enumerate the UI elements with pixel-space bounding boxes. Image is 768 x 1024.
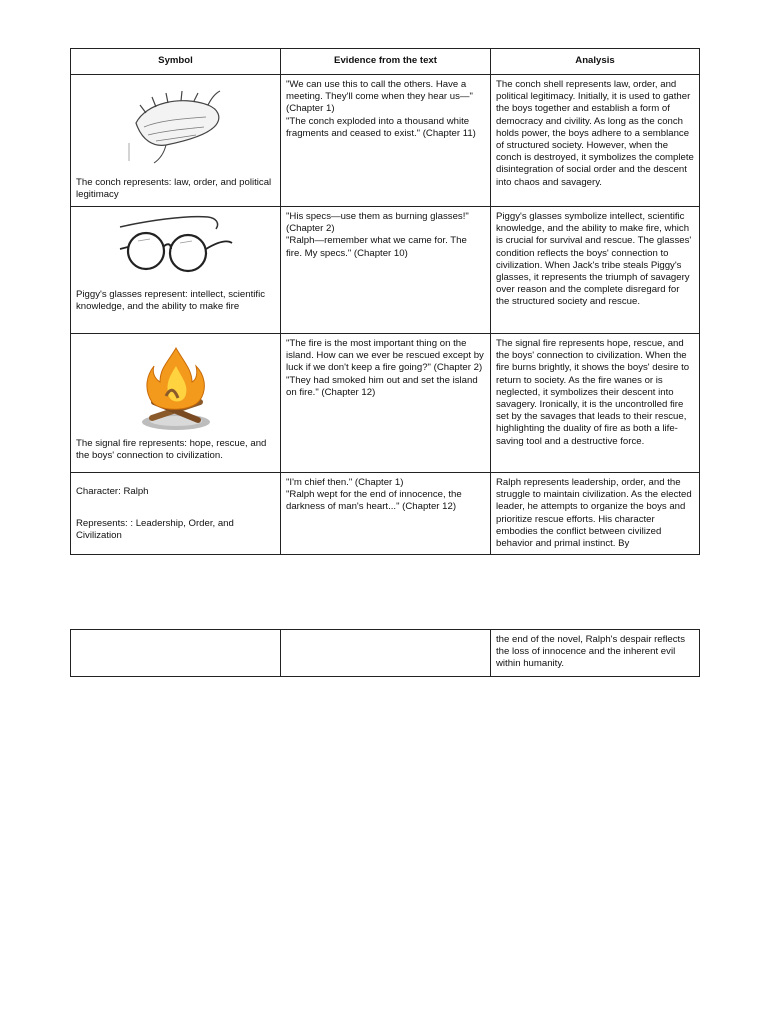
glasses-symbol-text: Piggy's glasses represent: intellect, scientific knowledge, and the ability to make fire — [76, 289, 265, 313]
continuation-symbol-cell — [71, 630, 281, 677]
table-row — [71, 630, 700, 677]
continuation-analysis-cell: the end of the novel, Ralph's despair reflects the loss of innocence and the inherent evil within humanity. — [491, 630, 700, 677]
symbol-cell-ralph — [71, 473, 281, 555]
evidence-cell-glasses — [281, 207, 491, 334]
continuation-table — [70, 629, 700, 677]
evidence-quote: "His specs—use them as burning glasses!" (Chapter 2) — [286, 211, 469, 235]
symbol-cell-glasses — [71, 207, 281, 334]
analysis-cell-ralph: Ralph represents leadership, order, and the struggle to maintain civilization. As the elected leader, he attempts to organize the boys and prioritize rescue efforts. His character embodies the conflict between civilized behavior and primal instinct. By — [491, 473, 700, 555]
analysis-cell-glasses: Piggy's glasses symbolize intellect, scientific knowledge, and the ability to make fire, which is crucial for survival and rescue. The glasses' condition reflects the boys' connection to civilization. When Jack's tribe steals Piggy's glasses, it represents the triumph of savagery over reason and the complete disregard for the structured society and rescue. — [491, 207, 700, 334]
evidence-quote: "I'm chief then." (Chapter 1) — [286, 477, 404, 488]
character-label: Character: Ralph — [76, 486, 149, 497]
evidence-quote: "We can use this to call the others. Have a meeting. They'll come when they hear us—" (Chapter 1) — [286, 79, 473, 115]
evidence-cell-fire — [281, 334, 491, 473]
symbol-analysis-table — [70, 48, 700, 555]
evidence-quote: "Ralph wept for the end of innocence, the darkness of man's heart..." (Chapter 12) — [286, 489, 462, 513]
evidence-quote: "Ralph—remember what we came for. The fire. My specs." (Chapter 10) — [286, 235, 467, 259]
header-evidence: Evidence from the text — [281, 49, 491, 75]
analysis-cell-conch: The conch shell represents law, order, and political legitimacy. Initially, it is used to gather the boys together and establish a form of democracy and civility. As long as the conch holds power, the boys adhere to a semblance of structured society. However, when the conch is destroyed, it symbolizes the complete disintegration of social order and the descent into chaos and savagery. — [491, 75, 700, 207]
evidence-quote: "The conch exploded into a thousand white fragments and ceased to exist." (Chapter 11) — [286, 115, 476, 139]
table-row — [71, 473, 700, 555]
conch-shell-image — [126, 83, 226, 169]
table-row — [71, 207, 700, 334]
represents-label: Represents: : Leadership, Order, and Civilization — [76, 518, 234, 542]
continuation-evidence-cell — [281, 630, 491, 677]
fire-symbol-text: The signal fire represents: hope, rescue, and the boys' connection to civilization. — [76, 438, 267, 462]
evidence-quote: "The fire is the most important thing on the island. How can we ever be rescued except by luck if we don't keep a fire going?" (Chapter 2) — [286, 338, 484, 374]
symbol-cell-fire — [71, 334, 281, 473]
table-row — [71, 334, 700, 473]
campfire-image — [138, 342, 214, 432]
header-analysis: Analysis — [491, 49, 700, 75]
evidence-cell-ralph — [281, 473, 491, 555]
header-row — [71, 49, 700, 75]
analysis-cell-fire: The signal fire represents hope, rescue, and the boys' connection to civilization. When the fire burns brightly, it shows the boys' desire to return to society. As the fire wanes or is neglected, it symbolizes their descent into savagery. Ironically, it is the uncontrolled fire set by the savages that leads to their rescue, highlighting the duality of fire as both a life-saving tool and a destructive force. — [491, 334, 700, 473]
evidence-quote: "They had smoked him out and set the island on fire." (Chapter 12) — [286, 374, 478, 398]
header-symbol: Symbol — [71, 49, 281, 75]
evidence-cell-conch — [281, 75, 491, 207]
glasses-image — [116, 213, 236, 279]
conch-symbol-text: The conch represents: law, order, and political legitimacy — [76, 177, 272, 201]
table-row — [71, 75, 700, 207]
symbol-cell-conch — [71, 75, 281, 207]
